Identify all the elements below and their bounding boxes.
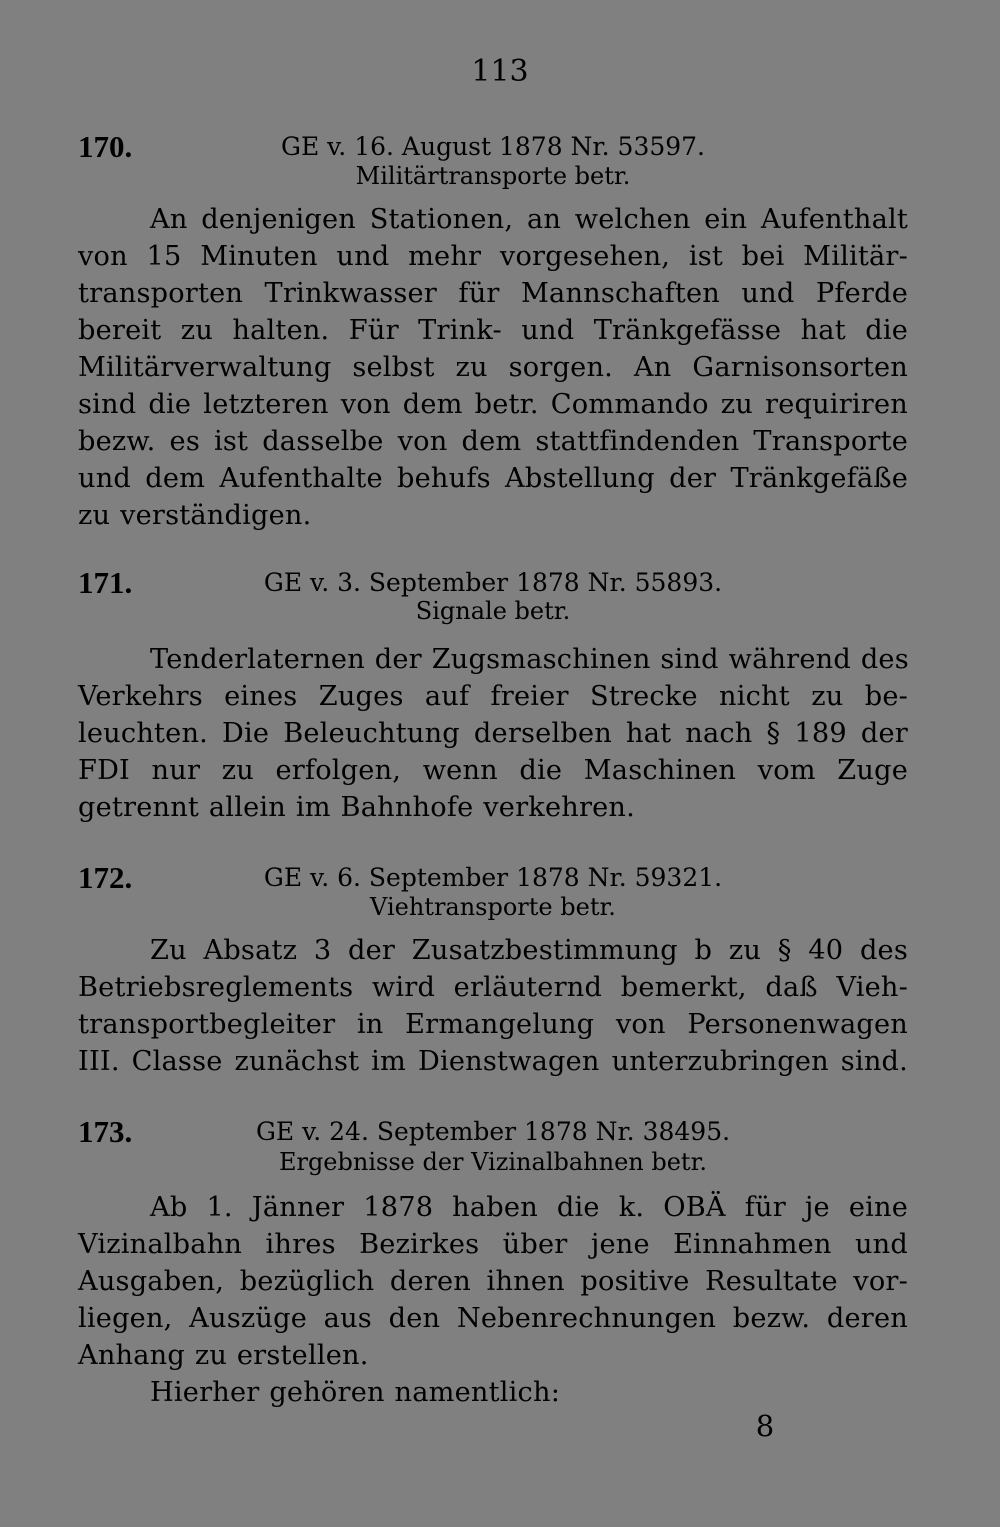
- text-line: transportbegleiter in Ermangelung von Personenwagen: [78, 1009, 908, 1040]
- entry-reference: GE v. 16. August 1878 Nr. 53597.: [280, 132, 706, 161]
- text-line: Betriebsreglements wird erläuternd bemerkt, daß Vieh-: [78, 972, 908, 1003]
- text-line: Ausgaben, bezüglich deren ihnen positive Resultate vor-: [78, 1266, 908, 1297]
- text-line: FDI nur zu erfolgen, wenn die Maschinen vom Zuge: [78, 755, 908, 786]
- entry-subject: Signale betr.: [415, 597, 571, 625]
- entry-number: 172.: [78, 860, 133, 895]
- text-line: Hierher gehören namentlich:: [150, 1377, 561, 1408]
- text-line: An denjenigen Stationen, an welchen ein Aufenthalt: [150, 204, 908, 235]
- text-line: Anhang zu erstellen.: [78, 1340, 369, 1371]
- text-line: III. Classe zunächst im Dienstwagen unterzubringen sind.: [78, 1046, 908, 1077]
- entry-171-text: [78, 641, 908, 826]
- entry-number: 171.: [78, 565, 133, 600]
- entry-subject: Ergebnisse der Vizinalbahnen betr.: [278, 1148, 708, 1176]
- text-line: bezw. es ist dasselbe von dem stattfindenden Transporte: [78, 426, 908, 457]
- text-line: Tenderlaternen der Zugsmaschinen sind während des: [150, 644, 909, 675]
- text-line: leuchten. Die Beleuchtung derselben hat nach § 189 der: [78, 718, 908, 749]
- entry-number: 170.: [78, 129, 133, 164]
- entry-subject: Militärtransporte betr.: [355, 162, 631, 190]
- entry-172-text: [78, 932, 908, 1080]
- signature-mark: 8: [755, 1409, 775, 1443]
- text-line: von 15 Minuten und mehr vorgesehen, ist bei Militär-: [78, 241, 908, 272]
- text-line: liegen, Auszüge aus den Nebenrechnungen bezw. deren: [78, 1303, 908, 1334]
- text-line: Vizinalbahn ihres Bezirkes über jene Einnahmen und: [78, 1229, 908, 1260]
- entry-reference: GE v. 6. September 1878 Nr. 59321.: [263, 863, 723, 892]
- text-line: sind die letzteren von dem betr. Commando zu requiriren: [78, 389, 908, 420]
- text-line: zu verständigen.: [78, 500, 312, 531]
- text-line: transporten Trinkwasser für Mannschaften und Pferde: [78, 278, 908, 309]
- entry-170-text: [78, 201, 908, 534]
- entry-173-text: [78, 1189, 908, 1411]
- entry-reference: GE v. 3. September 1878 Nr. 55893.: [263, 568, 723, 597]
- text-line: Verkehrs eines Zuges auf freier Strecke nicht zu be-: [78, 681, 908, 712]
- page-number: 113: [471, 54, 529, 89]
- text-line: getrennt allein im Bahnhofe verkehren.: [78, 792, 635, 823]
- text-line: bereit zu halten. Für Trink- und Tränkgefässe hat die: [78, 315, 908, 346]
- text-line: und dem Aufenthalte behufs Abstellung der Tränkgefäße: [78, 463, 908, 494]
- text-line: Militärverwaltung selbst zu sorgen. An Garnisonsorten: [78, 352, 908, 383]
- entry-subject: Viehtransporte betr.: [370, 893, 616, 921]
- text-line: Zu Absatz 3 der Zusatzbestimmung b zu § 40 des: [150, 935, 908, 966]
- entry-reference: GE v. 24. September 1878 Nr. 38495.: [255, 1117, 731, 1146]
- text-line: Ab 1. Jänner 1878 haben die k. OBÄ für je eine: [150, 1192, 908, 1223]
- entry-number: 173.: [78, 1114, 133, 1149]
